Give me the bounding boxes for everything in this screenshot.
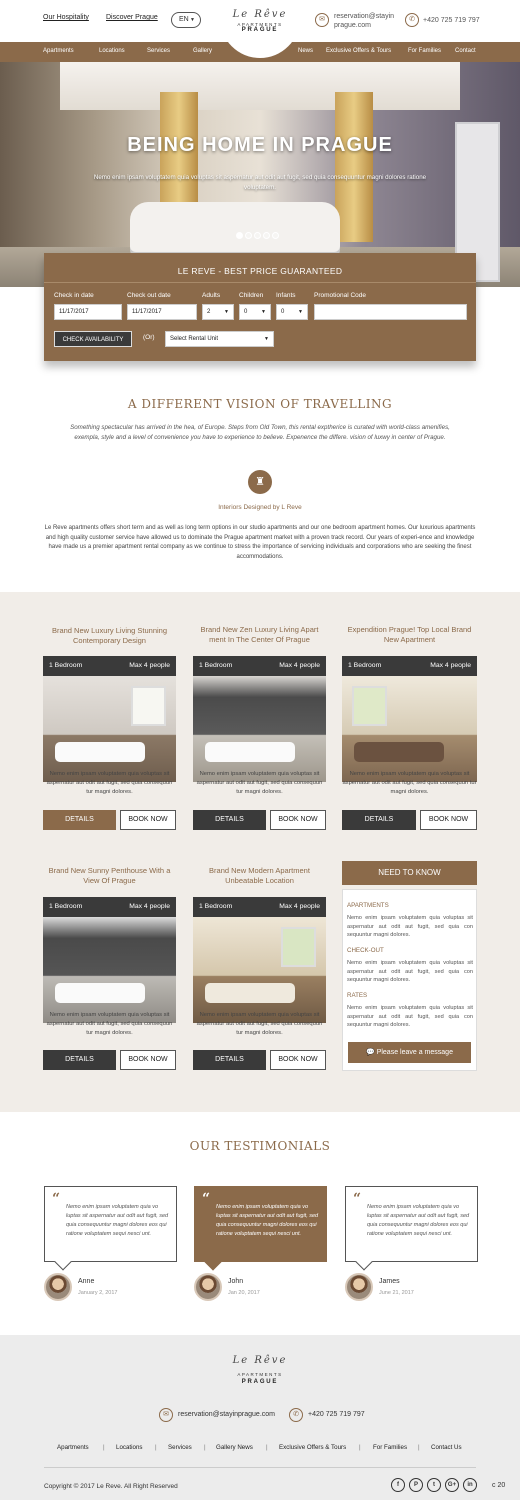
hero-subtitle: Nemo enim ipsam voluptatem quia voluptas sit aspernatur aut odit aut fugit, sed quia consequuntur magni dolores ratione voluptatem. xyxy=(93,174,427,191)
footer-nav-separator: | xyxy=(155,1444,157,1451)
footer-divider xyxy=(44,1467,476,1468)
window-shape xyxy=(131,686,166,726)
infants-value: 0 xyxy=(281,309,285,315)
nav-gallery[interactable]: Gallery xyxy=(193,48,213,54)
sofa-shape xyxy=(205,742,295,762)
language-value: EN xyxy=(179,16,189,23)
hero-curtain-right xyxy=(335,92,373,242)
checkin-field[interactable]: 11/17/2017 xyxy=(54,304,122,320)
testimonials-title: OUR TESTIMONIALS xyxy=(189,1139,331,1153)
slider-dot[interactable] xyxy=(272,232,279,239)
apartment-info-bar xyxy=(193,897,326,917)
nav-services[interactable]: Services xyxy=(147,48,171,54)
checkout-label: Check out date xyxy=(127,292,171,299)
linkedin-icon[interactable]: in xyxy=(463,1478,477,1492)
facebook-icon[interactable]: f xyxy=(391,1478,405,1492)
slider-dot[interactable] xyxy=(254,232,261,239)
apartment-title[interactable]: Expendition Prague! Top Local Brand New Apartment xyxy=(347,625,472,644)
details-button[interactable]: DETAILS xyxy=(43,810,116,830)
footer-phone[interactable]: +420 725 719 797 xyxy=(308,1411,365,1418)
footer-logo-script[interactable]: Le Rêve xyxy=(232,1355,288,1366)
phone-icon: ✆ xyxy=(289,1408,303,1422)
need-to-know-header: NEED TO KNOW xyxy=(342,861,477,885)
our-hospitality-link[interactable]: Our Hospitality xyxy=(43,14,89,21)
vision-intro: Something spectacular has arrived in the hea, of Europe. Steps from Old Town, this rental exptherice is curated with world-class amenifies, exempla, style and a level of convenience you have to experience to believe. Expenence the differe. vision of luxwy in center of Prague. xyxy=(70,424,450,441)
corner-text: c 20 xyxy=(492,1482,506,1489)
infants-select[interactable] xyxy=(276,304,308,320)
logo-apartments: APARTMENTS xyxy=(237,22,283,27)
vision-title: A DIFFERENT VISION OF TRAVELLING xyxy=(127,397,393,411)
footer-logo-prague: PRAGUE xyxy=(241,1379,279,1385)
infants-label: Infants xyxy=(276,292,296,299)
chair-icon: ♜ xyxy=(248,470,272,494)
sofa-shape xyxy=(354,742,444,762)
sofa-shape xyxy=(55,983,145,1003)
apartment-desc: Nemo enim ipsam voluptatem quia voluptas sit aspernatur aut odit aut fugit, sed quia consequun tur magni dolores. xyxy=(46,771,173,795)
apartment-title[interactable]: Brand New Sunny Penthouse With a View Of Prague xyxy=(48,866,171,885)
promo-field[interactable] xyxy=(314,304,467,320)
logo-script: Le Rêve xyxy=(232,9,288,20)
chevron-down-icon: ▼ xyxy=(261,309,266,315)
email-icon: ✉ xyxy=(159,1408,173,1422)
ntk-apartments-text: Nemo enim ipsam voluptatem quia voluptas sit aspernatur aut odit aut fugit, sed quia con sequuntur magni dolores. xyxy=(347,915,473,938)
booking-title: LE REVE - BEST PRICE GUARANTEED xyxy=(177,266,343,276)
details-button[interactable]: DETAILS xyxy=(193,810,266,830)
apartment-image[interactable] xyxy=(43,917,176,1023)
review-date: June 21, 2017 xyxy=(379,1290,414,1296)
testimonial-text: Nemo enim ipsam voluptatem quia vo luptas sit aspernatur aut odit aut fugit, sed quia consequuntur magni dolores eos qui ratione voluptatem sequi nesci unt. xyxy=(66,1204,169,1237)
check-availability-button[interactable]: CHECK AVAILABILITY xyxy=(54,331,132,347)
language-select[interactable] xyxy=(171,12,201,28)
pinterest-icon[interactable]: P xyxy=(409,1478,423,1492)
max-people: Max 4 people xyxy=(279,662,320,669)
apartment-title[interactable]: Brand New Modern Apartment Unbeatable Location xyxy=(209,866,310,885)
adults-select[interactable] xyxy=(202,304,234,320)
apartment-info-bar xyxy=(193,656,326,676)
logo-prague: PRAGUE xyxy=(241,27,279,33)
window-shape xyxy=(281,927,316,967)
header-email-line1: reservation@stayin xyxy=(334,13,395,20)
children-select[interactable] xyxy=(239,304,271,320)
nav-apartments[interactable]: Apartments xyxy=(43,48,74,54)
chevron-down-icon: ▼ xyxy=(224,309,229,315)
book-now-button[interactable]: BOOK NOW xyxy=(270,810,326,830)
slider-dot[interactable] xyxy=(236,232,243,239)
bedrooms: 1 Bedroom xyxy=(49,903,83,910)
header-phone[interactable]: +420 725 719 797 xyxy=(423,17,480,24)
hero-sofa xyxy=(130,202,340,252)
footer-nav-separator: | xyxy=(359,1444,361,1451)
details-button[interactable]: DETAILS xyxy=(193,1050,266,1070)
footer-nav-separator: | xyxy=(103,1444,105,1451)
details-button[interactable]: DETAILS xyxy=(43,1050,116,1070)
email-icon: ✉ xyxy=(315,13,329,27)
slider-dot[interactable] xyxy=(263,232,270,239)
book-now-button[interactable]: BOOK NOW xyxy=(120,810,176,830)
nav-families[interactable]: For Families xyxy=(408,48,442,54)
book-now-button[interactable]: BOOK NOW xyxy=(420,810,477,830)
footer-nav-offers[interactable]: Exclusive Offers & Tours xyxy=(279,1444,347,1451)
footer-nav-separator: | xyxy=(266,1444,268,1451)
testimonial-text: Nemo enim ipsam voluptatem quia vo luptas sit aspernatur aut odit aut fugit, sed quia consequuntur magni dolores eos qui ratione voluptatem sequi nesci unt. xyxy=(367,1204,470,1237)
bedrooms: 1 Bedroom xyxy=(49,662,83,669)
ntk-checkout-heading: CHECK-OUT xyxy=(347,947,384,954)
apartment-image[interactable] xyxy=(193,676,326,782)
apartment-image[interactable] xyxy=(193,917,326,1023)
apartment-title[interactable]: Brand New Zen Luxury Living Apart ment In The Center Of Prague xyxy=(200,625,319,644)
nav-contact[interactable]: Contact xyxy=(455,48,476,54)
apartment-desc: Nemo enim ipsam voluptatem quia voluptas sit aspernatur aut odit aut fugit, sed quia consequun tur magni dolores. xyxy=(196,1012,323,1036)
apartment-desc: Nemo enim ipsam voluptatem quia voluptas sit aspernatur aut odit aut fugit, sed quia consequun tur magni dolores. xyxy=(46,1012,173,1036)
twitter-icon[interactable]: t xyxy=(427,1478,441,1492)
sofa-shape xyxy=(205,983,295,1003)
footer-nav-locations[interactable]: Locations xyxy=(116,1444,143,1451)
testimonial-text: Nemo enim ipsam voluptatem quia vo luptas sit aspernatur aut odit aut fugit, sed quia consequuntur magni dolores eos qui ratione voluptatem sequi nesci unt. xyxy=(216,1204,319,1237)
ntk-rates-heading: RATES xyxy=(347,992,368,999)
slider-dots xyxy=(236,226,286,234)
apartment-image[interactable] xyxy=(43,676,176,782)
discover-prague-link[interactable]: Discover Prague xyxy=(106,14,158,21)
apartment-info-bar xyxy=(342,656,477,676)
ntk-checkout-text: Nemo enim ipsam voluptatem quia voluptas sit aspernatur aut odit aut fugit, sed quia con sequuntur magni dolores. xyxy=(347,960,473,983)
apartment-title[interactable]: Brand New Luxury Living Stunning Contemporary Design xyxy=(51,626,168,645)
book-now-button[interactable]: BOOK NOW xyxy=(270,1050,326,1070)
booking-divider xyxy=(44,282,476,283)
children-value: 0 xyxy=(244,309,248,315)
apartment-info-bar xyxy=(43,656,176,676)
quote-icon: “ xyxy=(202,1191,211,1207)
footer-nav-gallery-news[interactable]: Gallery News xyxy=(216,1444,253,1451)
footer-email[interactable]: reservation@stayinprague.com xyxy=(178,1411,275,1418)
quote-icon: “ xyxy=(353,1191,362,1207)
avatar xyxy=(345,1273,373,1301)
checkout-field[interactable]: 11/17/2017 xyxy=(127,304,197,320)
vision-paragraph: Le Reve apartments offers short term and as well as long term options in our studio apartments and our one bedroom apartment homes. Our luxurious apartments and high quality customer service have allowed us to dominate the Prague apartment market with a proven track record. Our years of experi-ence and knowledge have made us a premier apartment rental company as we continue to stress the importance of servicing individuals and corporations who are seeking the finest accommodations. xyxy=(44,525,476,560)
header-email-line2: prague.com xyxy=(334,22,371,29)
hero-title: BEING HOME IN PRAGUE xyxy=(127,134,393,156)
book-now-button[interactable]: BOOK NOW xyxy=(120,1050,176,1070)
children-label: Children xyxy=(239,292,264,299)
footer-nav-families[interactable]: For Families xyxy=(373,1444,408,1451)
interiors-caption: Interiors Designed by L Reve xyxy=(218,504,302,511)
ntk-rates-text: Nemo enim ipsam voluptatem quia voluptas sit aspernatur aut odit aut fugit, sed quia con sequuntur magni dolores. xyxy=(347,1005,473,1028)
apartment-image[interactable] xyxy=(342,676,477,782)
bubble-tail xyxy=(205,1254,222,1271)
bedrooms: 1 Bedroom xyxy=(348,662,382,669)
sofa-shape xyxy=(55,742,145,762)
footer-logo-apartments: APARTMENTS xyxy=(237,1372,283,1377)
avatar xyxy=(44,1273,72,1301)
header-email[interactable] xyxy=(334,12,394,30)
copyright: Copyright © 2017 Le Reve. All Right Reserved xyxy=(44,1483,178,1490)
adults-value: 2 xyxy=(207,309,211,315)
rental-unit-value: Select Rental Unit xyxy=(170,336,219,342)
or-text: (Or) xyxy=(143,334,155,341)
chevron-down-icon: ▼ xyxy=(298,309,303,315)
bubble-tail xyxy=(55,1254,72,1271)
bedrooms: 1 Bedroom xyxy=(199,662,233,669)
testimonial-bubble xyxy=(194,1186,327,1262)
promo-label: Promotional Code xyxy=(314,292,367,299)
leave-message-button[interactable] xyxy=(348,1042,471,1063)
reviewer-name: Anne xyxy=(78,1278,95,1285)
details-button[interactable]: DETAILS xyxy=(342,810,416,830)
ntk-apartments-heading: APARTMENTS xyxy=(347,902,389,909)
phone-icon: ✆ xyxy=(405,13,419,27)
avatar xyxy=(194,1273,222,1301)
testimonial-bubble xyxy=(345,1186,478,1262)
reviewer-name: James xyxy=(379,1278,400,1285)
bedrooms: 1 Bedroom xyxy=(199,903,233,910)
google-plus-icon[interactable]: G+ xyxy=(445,1478,459,1492)
footer-nav-services[interactable]: Services xyxy=(168,1444,192,1451)
apartment-desc: Nemo enim ipsam voluptatem quia voluptas sit aspernatur aut odit aut fugit, sed quia consequun tur magni dolores. xyxy=(196,771,323,795)
testimonial-bubble xyxy=(44,1186,177,1262)
footer-nav-contact[interactable]: Contact Us xyxy=(431,1444,462,1451)
chevron-down-icon: ▼ xyxy=(190,17,195,23)
review-date: January 2, 2017 xyxy=(78,1290,118,1296)
footer-nav-apartments[interactable]: Apartments xyxy=(57,1444,89,1451)
leave-message-label: Please leave a message xyxy=(376,1049,453,1056)
nav-news[interactable]: News xyxy=(298,48,314,54)
nav-locations[interactable]: Locations xyxy=(99,48,125,54)
chat-icon: 💬 xyxy=(366,1049,377,1056)
quote-icon: “ xyxy=(52,1191,61,1207)
window-shape xyxy=(352,686,387,726)
max-people: Max 4 people xyxy=(129,903,170,910)
adults-label: Adults xyxy=(202,292,221,299)
max-people: Max 4 people xyxy=(430,662,471,669)
max-people: Max 4 people xyxy=(129,662,170,669)
review-date: Jan 20, 2017 xyxy=(228,1290,260,1296)
apartment-desc: Nemo enim ipsam voluptatem quia voluptas sit aspernatur aut odit aut fugit, sed quia consequun tur magni dolores. xyxy=(342,771,477,795)
nav-offers[interactable]: Exclusive Offers & Tours xyxy=(326,48,392,54)
apartment-info-bar xyxy=(43,897,176,917)
bubble-tail xyxy=(356,1254,373,1271)
hero-ceiling xyxy=(60,62,460,110)
rental-unit-select[interactable] xyxy=(165,331,274,347)
reviewer-name: John xyxy=(228,1278,244,1285)
max-people: Max 4 people xyxy=(279,903,320,910)
slider-dot[interactable] xyxy=(245,232,252,239)
chevron-down-icon: ▼ xyxy=(264,336,269,342)
checkin-label: Check in date xyxy=(54,292,94,299)
footer-nav-separator: | xyxy=(204,1444,206,1451)
footer-nav-separator: | xyxy=(418,1444,420,1451)
